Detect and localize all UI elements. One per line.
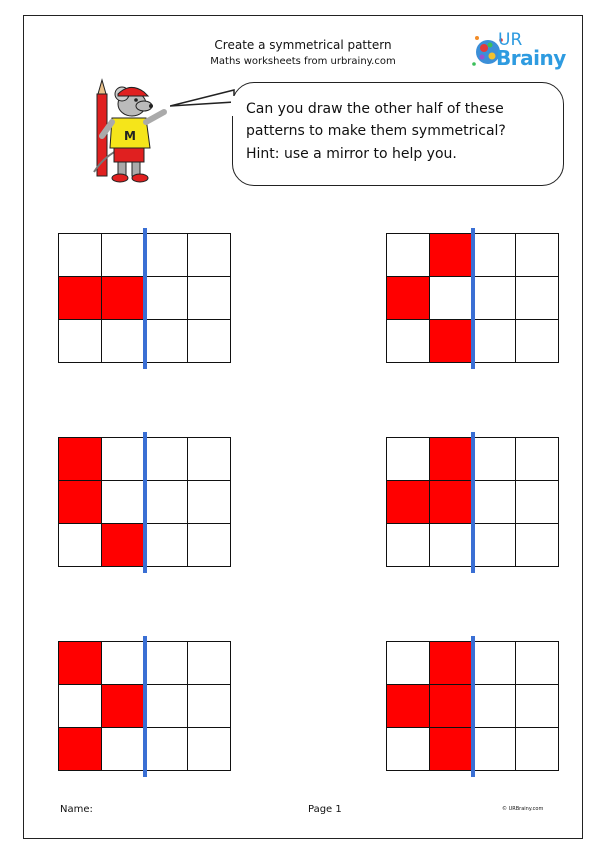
empty-cell[interactable] [516,234,559,277]
logo-text-brainy: Brainy [496,46,566,70]
filled-cell [59,438,102,481]
empty-cell[interactable] [102,481,145,524]
filled-cell [102,277,145,320]
empty-cell[interactable] [145,438,188,481]
filled-cell [59,481,102,524]
empty-cell[interactable] [516,524,559,567]
empty-cell[interactable] [59,320,102,363]
empty-cell[interactable] [188,642,231,685]
empty-cell[interactable] [516,438,559,481]
empty-cell[interactable] [145,524,188,567]
empty-cell[interactable] [516,481,559,524]
empty-cell[interactable] [188,438,231,481]
filled-cell [430,642,473,685]
empty-cell[interactable] [473,685,516,728]
copyright-text: © URBrainy.com [502,806,544,812]
empty-cell[interactable] [145,277,188,320]
mirror-line [143,636,147,777]
filled-cell [430,438,473,481]
empty-cell[interactable] [473,524,516,567]
empty-cell[interactable] [387,524,430,567]
filled-cell [59,642,102,685]
filled-cell [387,685,430,728]
filled-cell [102,524,145,567]
empty-cell[interactable] [102,728,145,771]
empty-cell[interactable] [387,320,430,363]
speech-hint: Hint: use a mirror to help you. [246,146,457,162]
filled-cell [102,685,145,728]
empty-cell[interactable] [473,438,516,481]
empty-cell[interactable] [387,728,430,771]
empty-cell[interactable] [473,320,516,363]
mirror-line [471,432,475,573]
empty-cell[interactable] [59,234,102,277]
filled-cell [59,277,102,320]
empty-cell[interactable] [188,524,231,567]
worksheet-subtitle: Maths worksheets from urbrainy.com [210,56,396,67]
empty-cell[interactable] [430,277,473,320]
empty-cell[interactable] [102,234,145,277]
filled-cell [430,685,473,728]
empty-cell[interactable] [145,642,188,685]
empty-cell[interactable] [473,234,516,277]
empty-cell[interactable] [516,320,559,363]
empty-cell[interactable] [145,728,188,771]
empty-cell[interactable] [188,728,231,771]
empty-cell[interactable] [387,438,430,481]
speech-bubble-tail-cover [228,96,238,116]
empty-cell[interactable] [145,234,188,277]
empty-cell[interactable] [473,277,516,320]
filled-cell [387,277,430,320]
empty-cell[interactable] [59,524,102,567]
empty-cell[interactable] [188,234,231,277]
logo-text-ur: UR [498,30,523,50]
filled-cell [387,481,430,524]
mirror-line [143,228,147,369]
empty-cell[interactable] [188,320,231,363]
mouse-with-pencil-icon [74,76,184,188]
mirror-line [143,432,147,573]
empty-cell[interactable] [145,481,188,524]
speech-question: Can you draw the other half of these patterns to make them symmetrical? [246,101,506,139]
empty-cell[interactable] [516,685,559,728]
empty-cell[interactable] [188,481,231,524]
empty-cell[interactable] [473,642,516,685]
empty-cell[interactable] [59,685,102,728]
filled-cell [430,728,473,771]
empty-cell[interactable] [473,481,516,524]
page-number: Page 1 [308,804,342,815]
empty-cell[interactable] [102,642,145,685]
shirt-letter: M [124,129,136,143]
empty-cell[interactable] [516,642,559,685]
mirror-line [471,228,475,369]
empty-cell[interactable] [145,320,188,363]
filled-cell [430,234,473,277]
empty-cell[interactable] [473,728,516,771]
filled-cell [59,728,102,771]
mirror-line [471,636,475,777]
empty-cell[interactable] [387,234,430,277]
empty-cell[interactable] [188,277,231,320]
empty-cell[interactable] [516,277,559,320]
worksheet-title: Create a symmetrical pattern [214,38,392,52]
empty-cell[interactable] [102,438,145,481]
empty-cell[interactable] [145,685,188,728]
name-label: Name: [60,804,93,815]
empty-cell[interactable] [188,685,231,728]
filled-cell [430,320,473,363]
filled-cell [430,481,473,524]
empty-cell[interactable] [430,524,473,567]
empty-cell[interactable] [102,320,145,363]
empty-cell[interactable] [387,642,430,685]
empty-cell[interactable] [516,728,559,771]
